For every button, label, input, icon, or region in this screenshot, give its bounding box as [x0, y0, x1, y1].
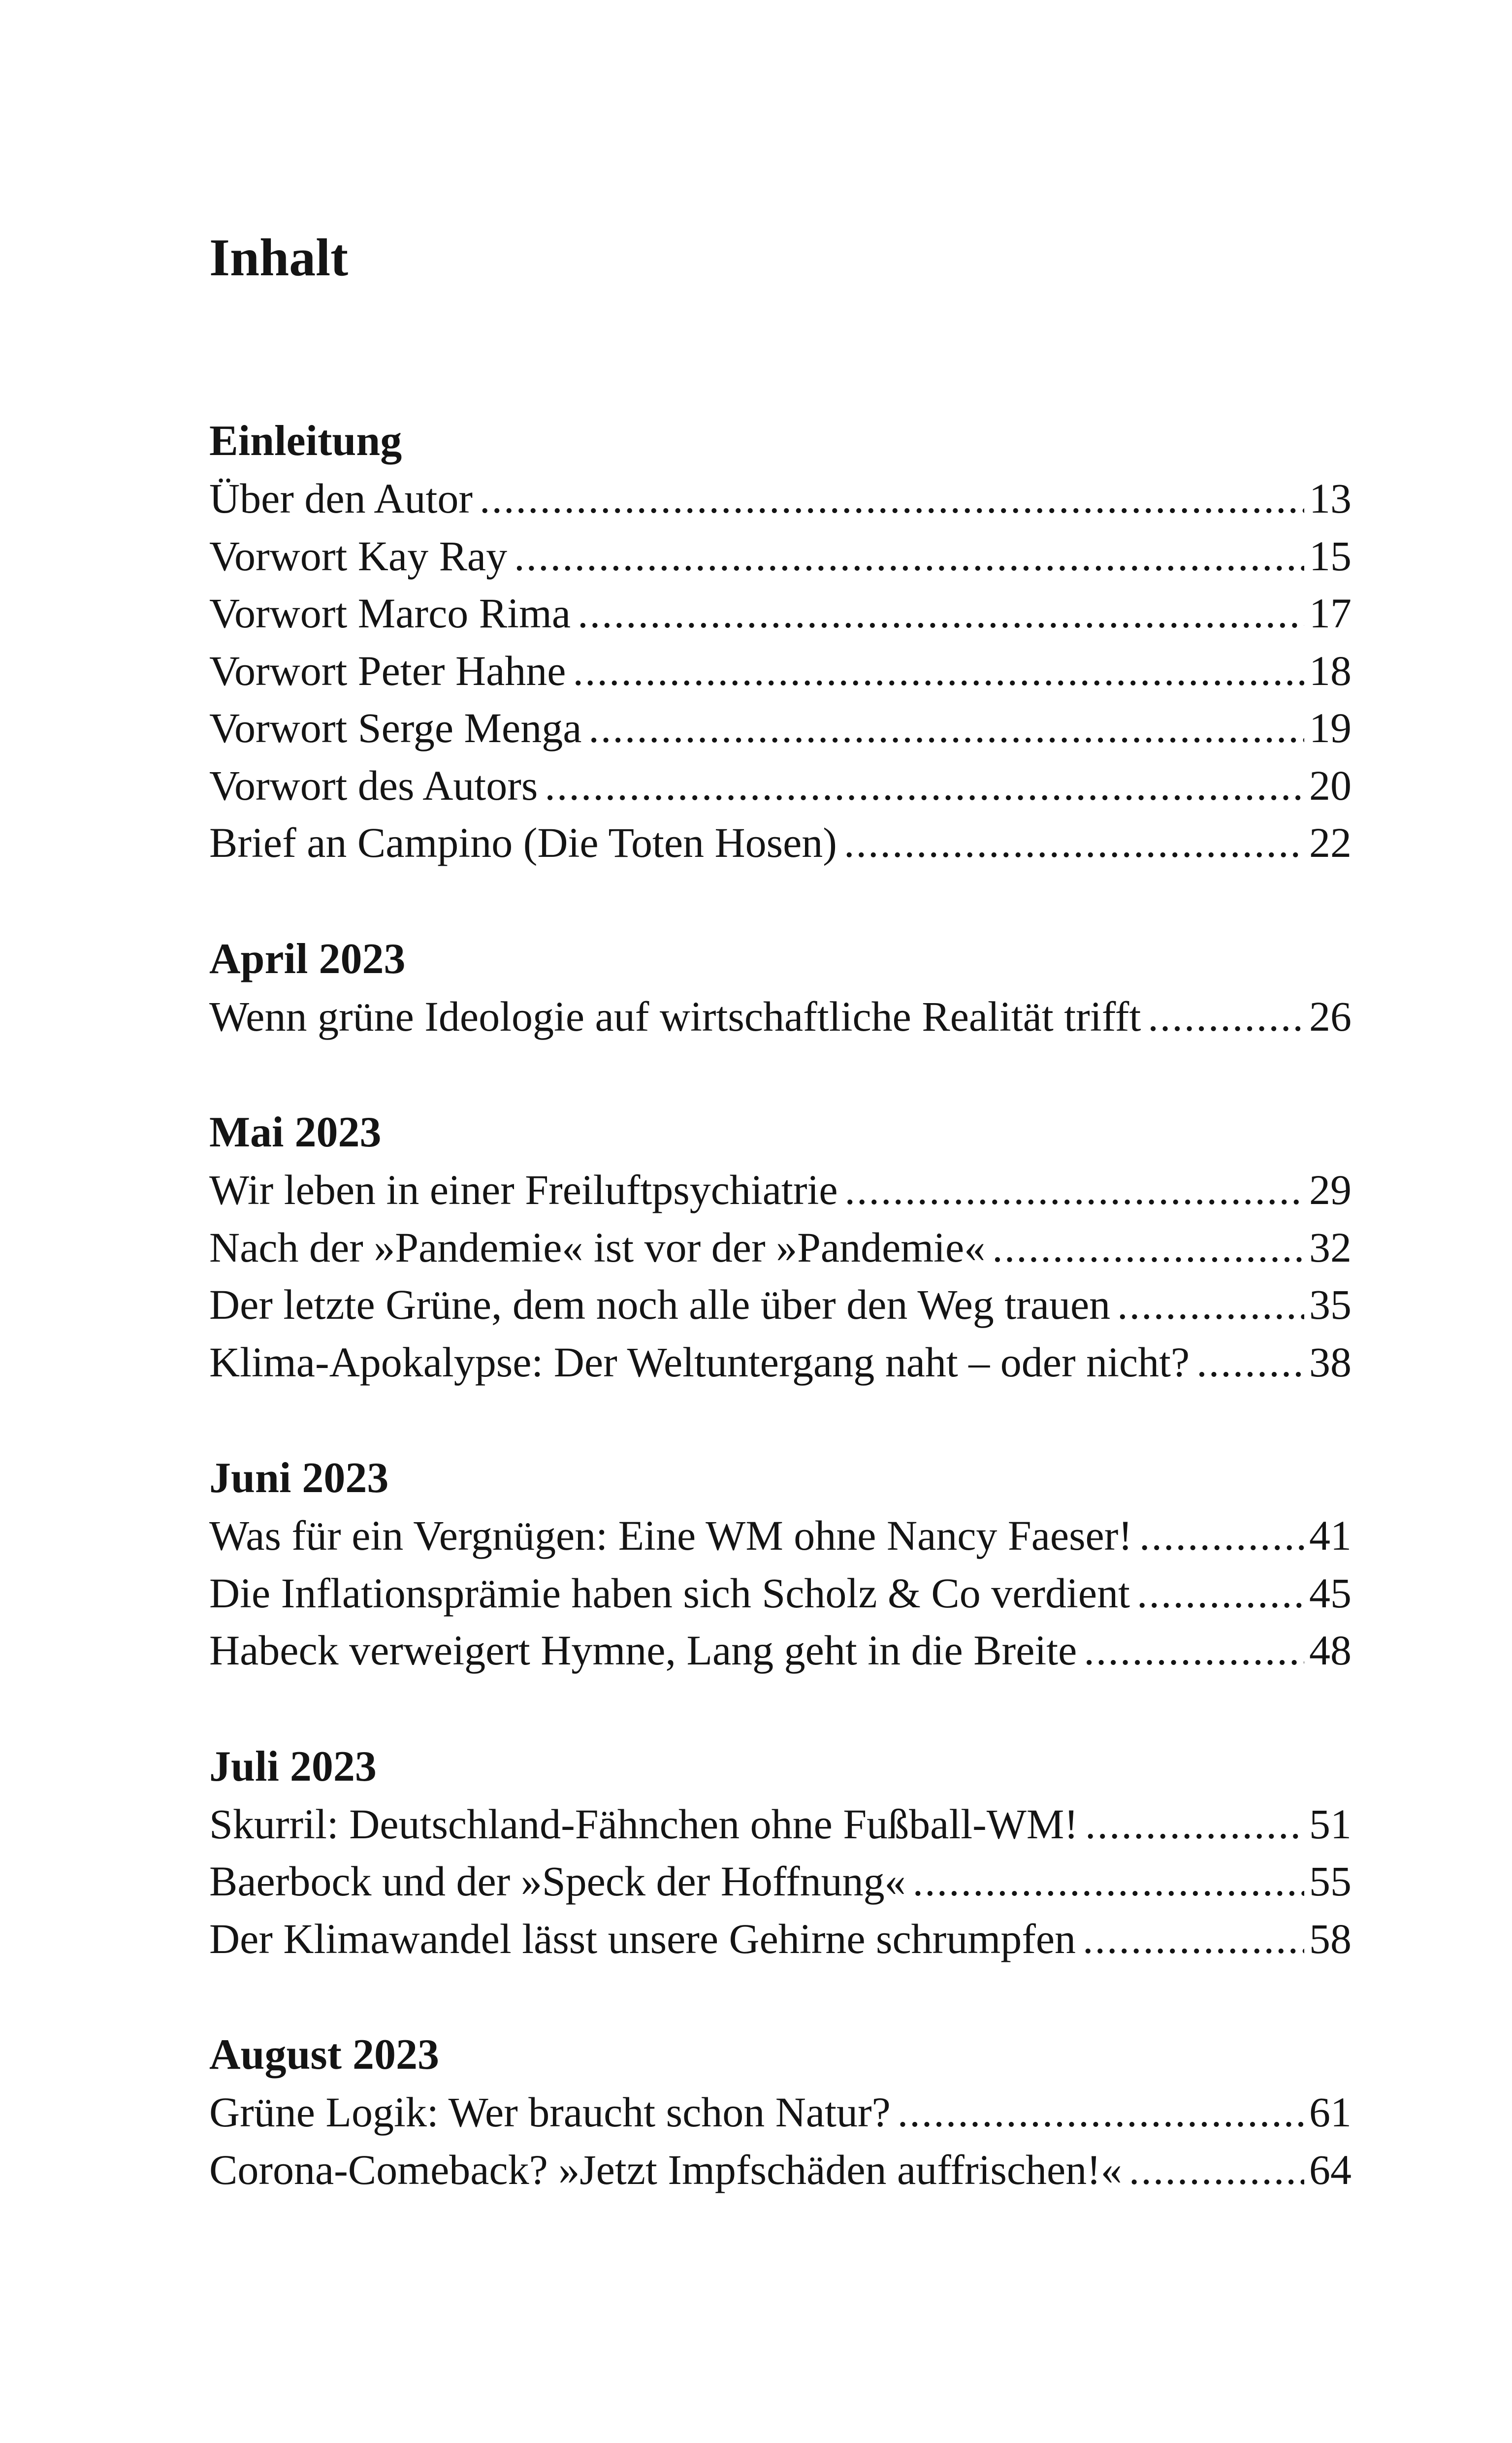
entry-page-number: 26 [1309, 992, 1351, 1040]
entry-page-number: 64 [1309, 2146, 1351, 2193]
toc-entry [209, 1564, 1351, 1622]
entry-page-number: 20 [1309, 761, 1351, 809]
section-spacer [209, 1045, 1351, 1104]
section-spacer [209, 1967, 1351, 2026]
entry-page-number: 29 [1309, 1166, 1351, 1213]
entry-title: Vorwort Serge Menga [209, 704, 582, 751]
toc-entry [209, 2084, 1351, 2141]
entry-page-number: 48 [1309, 1627, 1351, 1674]
entry-title: Grüne Logik: Wer braucht schon Natur? [209, 2088, 891, 2136]
entry-title: Vorwort Marco Rima [209, 589, 571, 637]
entry-page-number: 22 [1309, 819, 1351, 866]
toc-entry [209, 2141, 1351, 2199]
section-heading: Einleitung [209, 417, 402, 465]
entry-title: Brief an Campino (Die Toten Hosen) [209, 819, 837, 866]
entry-title: Die Inflationsprämie haben sich Scholz & Co verdient [209, 1569, 1130, 1617]
dot-leader [1196, 1334, 1304, 1391]
toc-section [209, 413, 1351, 872]
entry-title: Vorwort Peter Hahne [209, 647, 566, 694]
dot-leader [844, 814, 1304, 872]
dot-leader [1085, 1795, 1304, 1853]
entry-page-number: 19 [1309, 704, 1351, 751]
toc-entry [209, 585, 1351, 642]
dot-leader [1084, 1622, 1304, 1679]
toc-entry [209, 988, 1351, 1045]
entry-page-number: 55 [1309, 1857, 1351, 1905]
dot-leader [1129, 2141, 1304, 2199]
page-title: Inhalt [209, 228, 349, 287]
entry-title: Vorwort des Autors [209, 761, 538, 809]
section-heading: Juni 2023 [209, 1454, 389, 1502]
toc-entry [209, 527, 1351, 585]
dot-leader [573, 642, 1304, 700]
toc-section [209, 1450, 1351, 1679]
toc-entry [209, 699, 1351, 757]
entry-title: Was für ein Vergnügen: Eine WM ohne Nancy Faeser! [209, 1512, 1132, 1559]
entry-title: Baerbock und der »Speck der Hoffnung« [209, 1857, 906, 1905]
dot-leader [514, 527, 1304, 585]
entry-title: Skurril: Deutschland-Fähnchen ohne Fußball-WM! [209, 1800, 1079, 1848]
dot-leader [1139, 1507, 1304, 1564]
entry-page-number: 38 [1309, 1338, 1351, 1386]
dot-leader [545, 757, 1304, 814]
dot-leader [1117, 1276, 1304, 1334]
toc-section [209, 1104, 1351, 1391]
toc-entry [209, 1276, 1351, 1334]
toc-entry [209, 814, 1351, 872]
dot-leader [1137, 1564, 1304, 1622]
section-heading: Juli 2023 [209, 1742, 377, 1791]
dot-leader [1148, 988, 1304, 1045]
dot-leader [898, 2084, 1304, 2141]
entry-title: Vorwort Kay Ray [209, 532, 508, 580]
toc-section [209, 2026, 1351, 2198]
section-spacer [209, 1391, 1351, 1450]
table-of-contents [209, 413, 1351, 2198]
entry-page-number: 41 [1309, 1512, 1351, 1559]
entry-page-number: 61 [1309, 2088, 1351, 2136]
entry-page-number: 35 [1309, 1281, 1351, 1328]
section-spacer [209, 1679, 1351, 1738]
toc-entry [209, 757, 1351, 814]
entry-title: Wir leben in einer Freiluftpsychiatrie [209, 1166, 838, 1213]
toc-entry [209, 1622, 1351, 1679]
entry-page-number: 15 [1309, 532, 1351, 580]
dot-leader [845, 1161, 1304, 1219]
entry-page-number: 45 [1309, 1569, 1351, 1617]
dot-leader [578, 585, 1304, 642]
entry-page-number: 17 [1309, 589, 1351, 637]
toc-entry [209, 1334, 1351, 1391]
toc-section [209, 1738, 1351, 1968]
entry-page-number: 51 [1309, 1800, 1351, 1848]
entry-page-number: 18 [1309, 647, 1351, 694]
entry-title: Über den Autor [209, 475, 473, 522]
toc-entry [209, 470, 1351, 527]
entry-title: Klima-Apokalypse: Der Weltuntergang naht – oder nicht? [209, 1338, 1190, 1386]
toc-entry [209, 642, 1351, 700]
section-spacer [209, 872, 1351, 931]
toc-entry [209, 1910, 1351, 1968]
toc-entry [209, 1853, 1351, 1910]
entry-title: Wenn grüne Ideologie auf wirtschaftliche Realität trifft [209, 992, 1141, 1040]
entry-title: Der Klimawandel lässt unsere Gehirne schrumpfen [209, 1915, 1076, 1962]
entry-title: Corona-Comeback? »Jetzt Impfschäden auffrischen!« [209, 2146, 1122, 2193]
section-heading: April 2023 [209, 935, 406, 983]
entry-page-number: 32 [1309, 1223, 1351, 1271]
toc-entry [209, 1161, 1351, 1219]
dot-leader [480, 470, 1304, 527]
toc-entry [209, 1219, 1351, 1276]
toc-entry [209, 1795, 1351, 1853]
section-heading: August 2023 [209, 2031, 439, 2079]
dot-leader [588, 699, 1304, 757]
entry-title: Der letzte Grüne, dem noch alle über den Weg trauen [209, 1281, 1111, 1328]
entry-page-number: 58 [1309, 1915, 1351, 1962]
entry-title: Nach der »Pandemie« ist vor der »Pandemie« [209, 1223, 986, 1271]
entry-title: Habeck verweigert Hymne, Lang geht in die Breite [209, 1627, 1077, 1674]
dot-leader [992, 1219, 1304, 1276]
toc-entry [209, 1507, 1351, 1564]
entry-page-number: 13 [1309, 475, 1351, 522]
section-heading: Mai 2023 [209, 1108, 382, 1156]
toc-section [209, 931, 1351, 1045]
dot-leader [1083, 1910, 1304, 1968]
dot-leader [913, 1853, 1304, 1910]
book-page [209, 0, 1351, 2443]
